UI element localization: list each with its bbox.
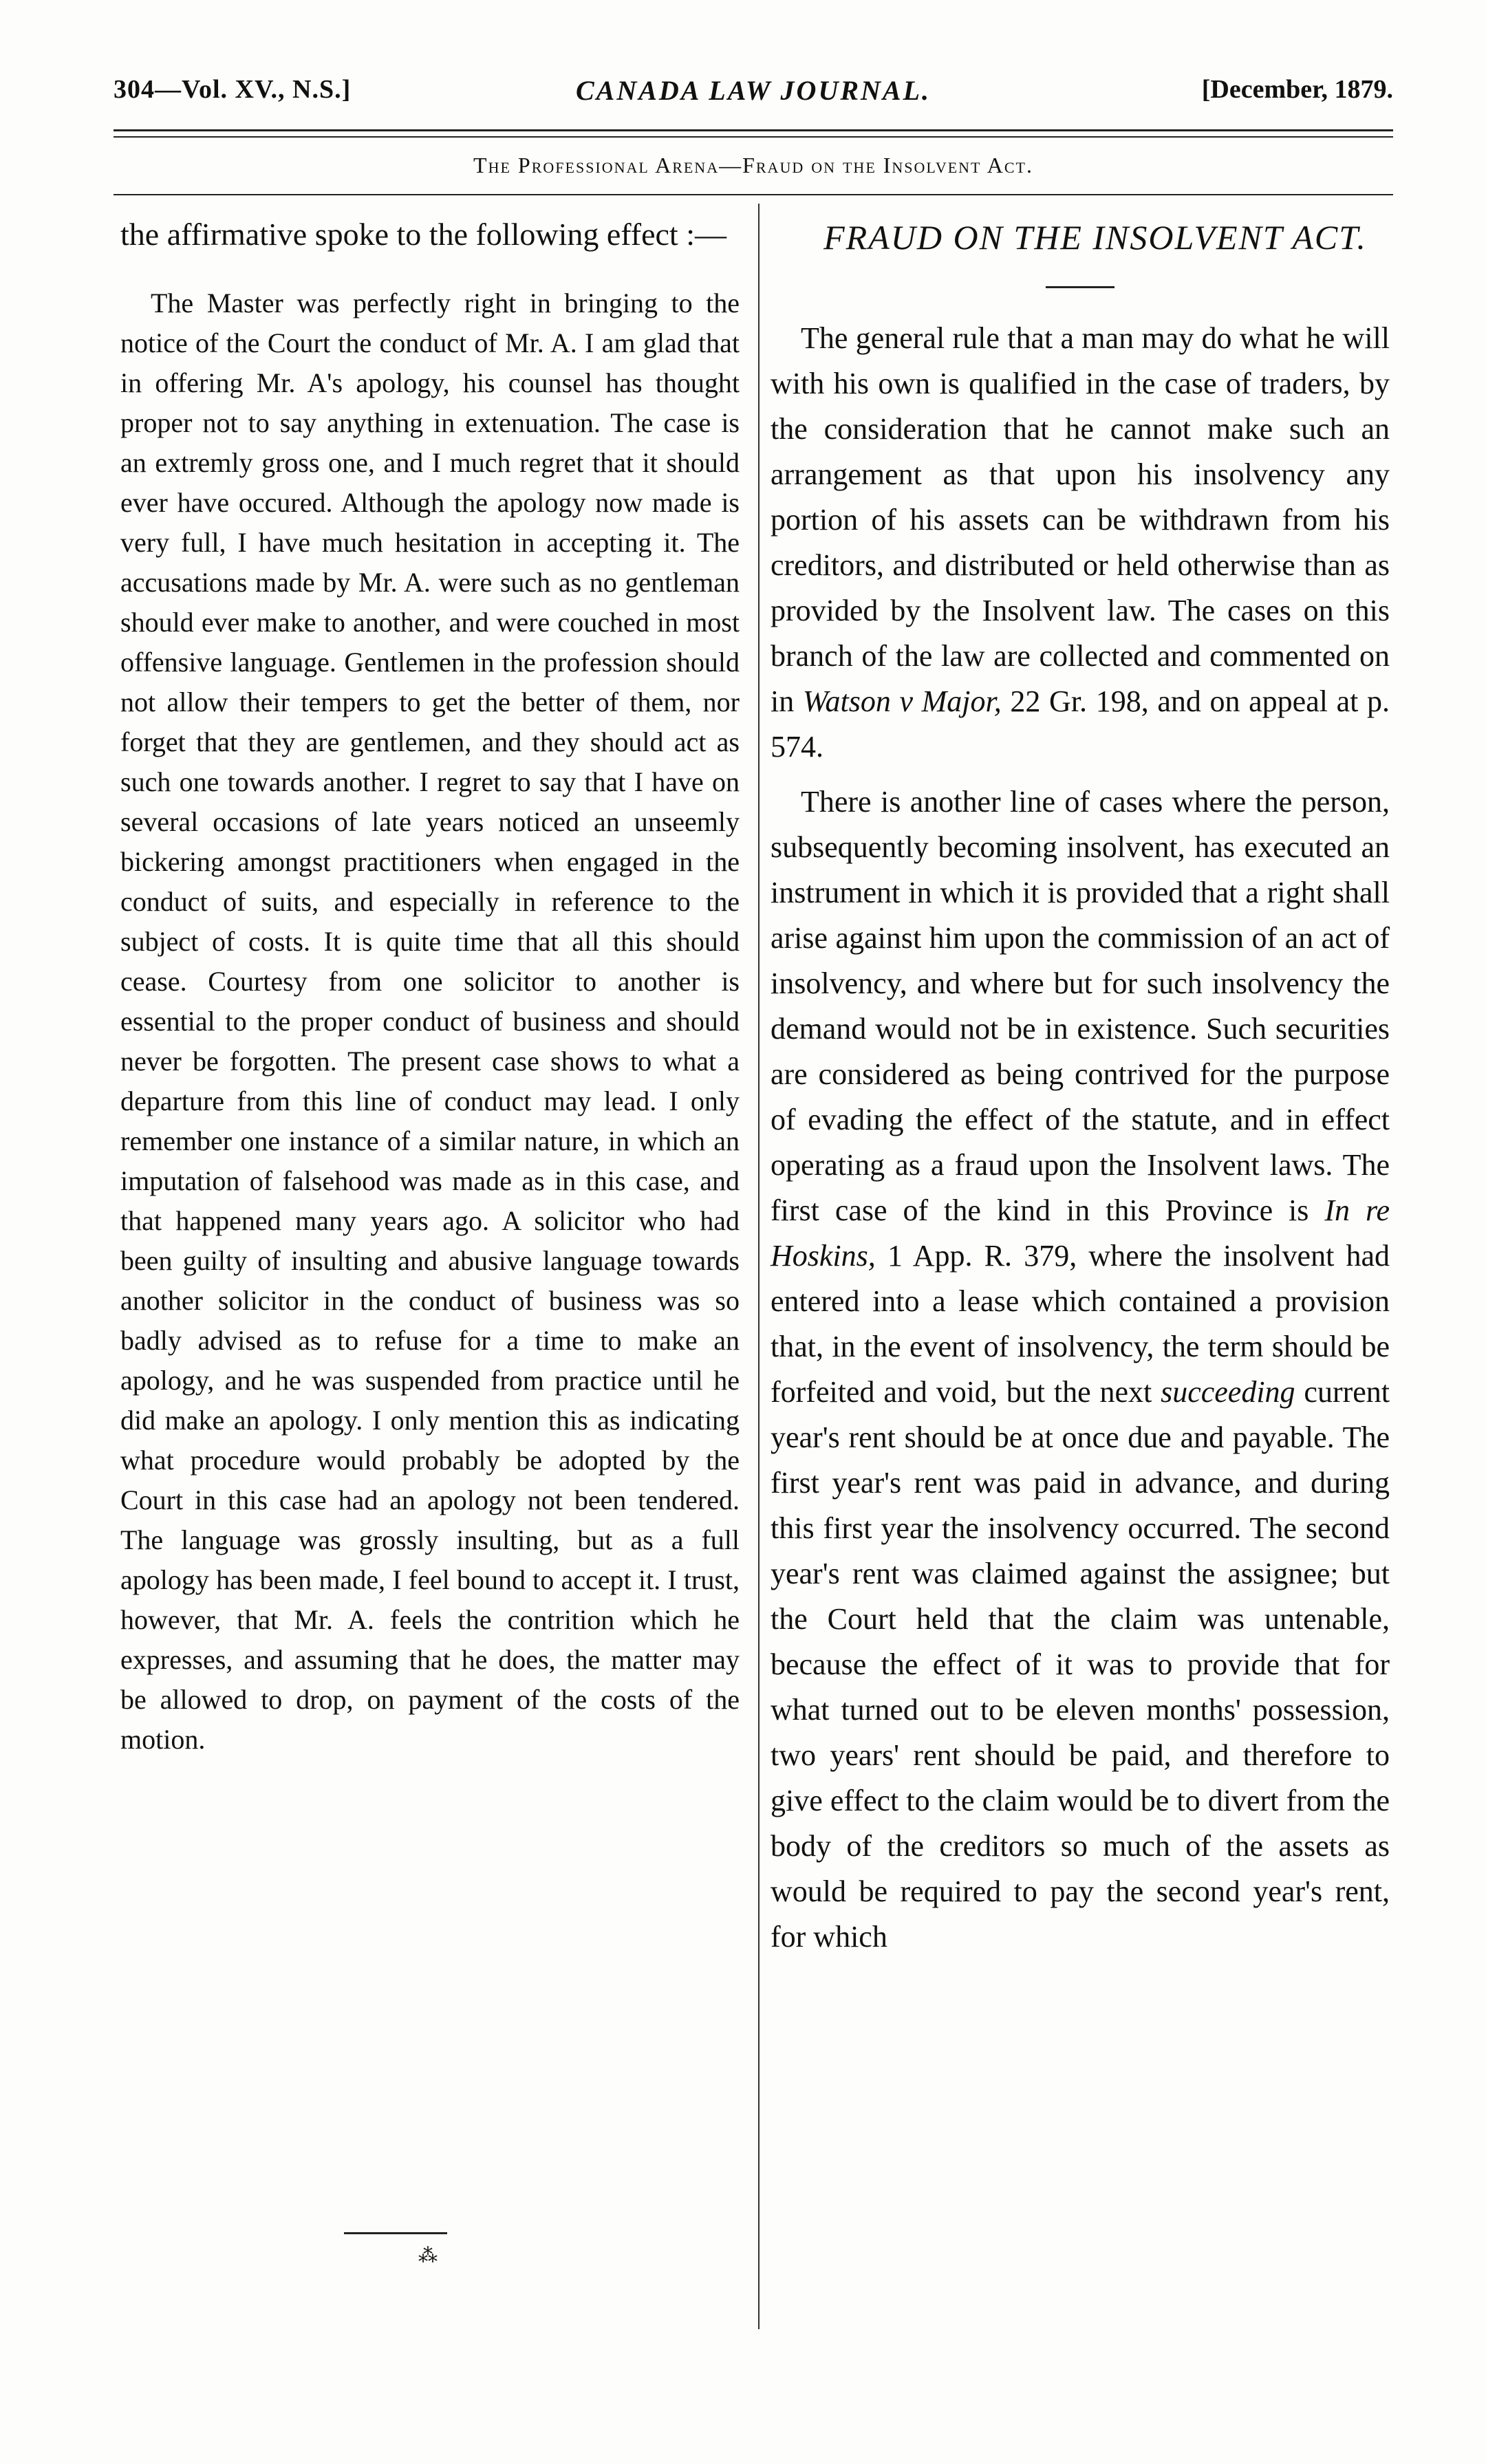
issue-date: [December, 1879.: [1201, 75, 1393, 104]
subheader-rule: [114, 194, 1393, 195]
left-lead-text: the affirmative spoke to the following effect :—: [120, 217, 726, 252]
emphasis-succeeding: succeeding: [1161, 1375, 1295, 1409]
p1-text-b: 22 Gr. 198, and on appeal at p. 574.: [771, 684, 1390, 764]
article-paragraph-1: [771, 316, 1390, 770]
case-citation-watson: Watson v Major,: [802, 684, 1002, 718]
running-header: [114, 74, 1393, 116]
column-divider: [758, 204, 760, 2329]
journal-title: CANADA LAW JOURNAL.: [575, 75, 932, 106]
header-double-rule: [114, 129, 1393, 138]
p2-text-b: 1 App. R. 379, where the insolvent had entered into a lease which contained a provision that, in the event of insolvency, the term should be forfeited and void, but the next: [771, 1239, 1390, 1409]
article-paragraph-2: [771, 779, 1390, 1960]
title-rule: [1046, 286, 1114, 288]
page-reference: 304—Vol. XV., N.S.]: [114, 75, 352, 104]
ornament-mark: ⁂: [418, 2245, 438, 2267]
judgment-paragraph: The Master was perfectly right in bringing to the notice of the Court the conduct of Mr. A. I am glad that in offering Mr. A's apology, his counsel has thought proper not to say anything in extenuation. The case is an extremly gross one, and I much regret that it should ever have occured. Although the apology now made is very full, I have much hesitation in accepting it. The accusations made by Mr. A. were such as no gentleman should ever make to another, and were couched in most offensive language. Gentlemen in the profession should not allow their tempers to get the better of them, nor forget that they are gentlemen, and they should act as such one towards another. I regret to say that I have on several occasions of late years noticed an unseemly bickering amongst practitioners when engaged in the conduct of suits, and especially in reference to the subject of costs. It is quite time that all this should cease. Courtesy from one solicitor to another is essential to the proper conduct of business and should never be forgotten. The present case shows to what a departure from this line of conduct may lead. I only remember one instance of a similar nature, in which an imputation of falsehood was made as in this case, and that happened many years ago. A solicitor who had been guilty of insulting and abusive language towards another solicitor in the conduct of business was so badly advised as to refuse for a time to make an apology, and he was suspended from practice until he did make an apology. I only mention this as indicating what procedure would probably be adopted by the Court in this case had an apology not been tendered. The language was grossly insulting, but as a full apology has been made, I feel bound to accept it. I trust, however, that Mr. A. feels the contrition which he expresses, and assuming that he does, the matter may be allowed to drop, on payment of the costs of the motion.: [120, 288, 740, 1755]
right-column: [771, 213, 1390, 1960]
case-citation-hoskins: In re Hoskins,: [771, 1193, 1390, 1273]
left-column: [120, 213, 740, 1760]
p1-text-a: The general rule that a man may do what he will with his own is qualified in the case of traders, by the consideration that he cannot make such an arrangement as that upon his insolvency any portion of his assets can be withdrawn from his creditors, and distributed or held otherwise than as provided by the Insolvent law. The cases on this branch of the law are collected and commented on in: [771, 321, 1390, 718]
p2-text-c: current year's rent should be at once due and payable. The first year's rent was paid in advance, and during this first year the insolvency occurred. The second year's rent was claimed against the assignee; but the Court held that the claim was untenable, because the effect of it was to provide that for what turned out to be eleven months' possession, two years' rent should be paid, and therefore to give effect to the claim would be to divert from the body of the creditors so much of the assets as would be required to pay the second year's rent, for which: [771, 1375, 1390, 1954]
p2-text-a: There is another line of cases where the person, subsequently becoming insolvent, has executed an instrument in which it is provided that a right shall arise against him upon the commission of an act of insolvency, and where but for such insolvency the demand would not be in existence. Such securities are considered as being contrived for the purpose of evading the effect of the statute, and in effect operating as a fraud upon the Insolvent laws. The first case of the kind in this Province is: [771, 785, 1390, 1227]
end-of-article-rule: [344, 2232, 447, 2234]
article-title: FRAUD ON THE INSOLVENT ACT.: [823, 218, 1367, 257]
section-subheader: The Professional Arena—Fraud on the Insolvent Act.: [473, 153, 1033, 177]
